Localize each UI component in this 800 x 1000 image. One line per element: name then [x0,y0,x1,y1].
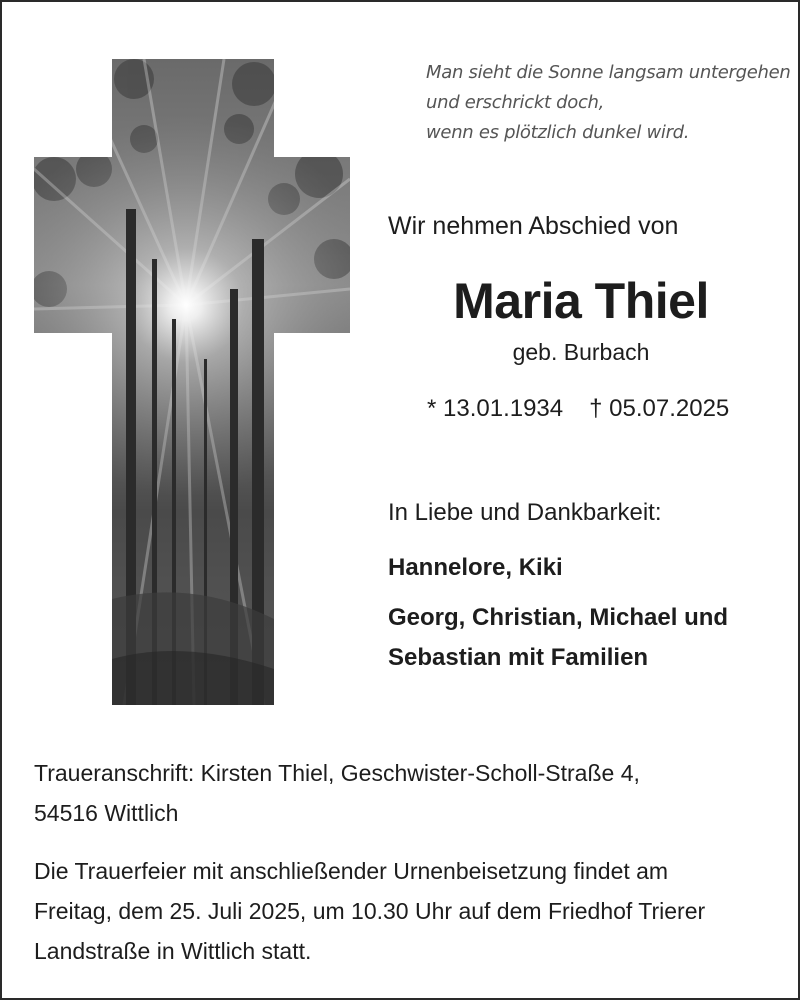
gratitude-heading: In Liebe und Dankbarkeit: [388,499,662,526]
life-dates [427,395,729,423]
quote-line: und erschrickt doch, [426,92,605,113]
ceremony-line: Landstraße in Wittlich statt. [34,938,312,964]
birth-date: * 13.01.1934 [427,395,564,422]
maiden-name: geb. Burbach [512,339,650,365]
death-date: † 05.07.2025 [589,395,730,422]
mourner-line: Georg, Christian, Michael und [388,604,729,631]
mourner-group [388,598,728,678]
ceremony-line: Die Trauerfeier mit anschließender Urnenbeisetzung findet am [34,858,669,884]
ceremony-line: Freitag, dem 25. Juli 2025, um 10.30 Uhr auf dem Friedhof Trierer [34,898,706,924]
ceremony-info [34,851,794,971]
quote-line: Man sieht die Sonne langsam untergehen [426,62,791,83]
deceased-name: Maria Thiel [453,273,709,329]
memorial-quote [426,58,791,148]
farewell-intro: Wir nehmen Abschied von [388,212,679,240]
address-line: 54516 Wittlich [34,800,179,826]
mourner-line: Sebastian mit Familien [388,644,649,671]
address-line: Traueranschrift: Kirsten Thiel, Geschwister-Scholl-Straße 4, [34,760,640,786]
mourner-group: Hannelore, Kiki [388,554,563,581]
forest-cross-image [34,59,350,705]
mourning-address [34,753,794,833]
quote-line: wenn es plötzlich dunkel wird. [426,122,690,143]
